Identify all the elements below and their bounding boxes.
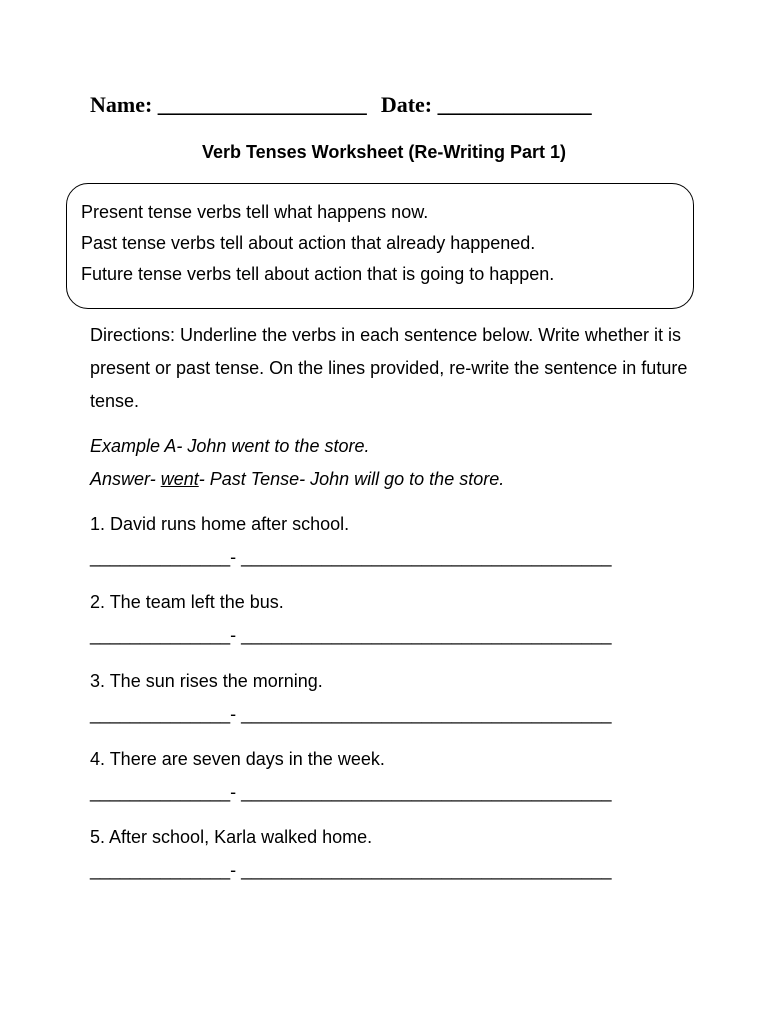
directions-text: Directions: Underline the verbs in each sentence below. Write whether it is present or past tense. On the lines provided, re-write the sentence in future tense.	[90, 325, 688, 411]
question-text: 4. There are seven days in the week.	[90, 749, 385, 769]
example-answer-prefix: Answer-	[90, 469, 161, 489]
question-4	[90, 743, 612, 809]
example-block	[90, 430, 504, 496]
answer-blank: ______________- _____________________________________	[90, 704, 612, 724]
question-text: 5. After school, Karla walked home.	[90, 827, 373, 847]
present-tense-definition: Present tense verbs tell what happens now.	[81, 202, 429, 222]
example-answer-verb: went	[160, 469, 199, 489]
example-sentence: Example A- John went to the store.	[90, 436, 370, 456]
name-field-label: Name: ___________________	[90, 92, 367, 117]
name-date-header	[90, 92, 592, 118]
example-answer-suffix: - Past Tense- John will go to the store.	[198, 469, 505, 489]
example-answer	[90, 463, 504, 496]
question-3	[90, 665, 612, 731]
date-field-label: Date: ______________	[380, 92, 592, 117]
question-5	[90, 821, 612, 887]
tense-definitions-box	[66, 183, 694, 309]
answer-blank: ______________- _____________________________________	[90, 625, 612, 645]
answer-blank: ______________- _____________________________________	[90, 547, 612, 567]
question-text: 1. David runs home after school.	[90, 514, 350, 534]
question-text: 2. The team left the bus.	[90, 592, 284, 612]
past-tense-definition: Past tense verbs tell about action that already happened.	[81, 233, 536, 253]
worksheet-title: Verb Tenses Worksheet (Re-Writing Part 1)	[201, 142, 567, 162]
question-text: 3. The sun rises the morning.	[90, 671, 323, 691]
answer-blank: ______________- _____________________________________	[90, 782, 612, 802]
answer-blank: ______________- _____________________________________	[90, 860, 612, 880]
future-tense-definition: Future tense verbs tell about action that is going to happen.	[81, 264, 555, 284]
question-1	[90, 508, 612, 574]
question-2	[90, 586, 612, 652]
